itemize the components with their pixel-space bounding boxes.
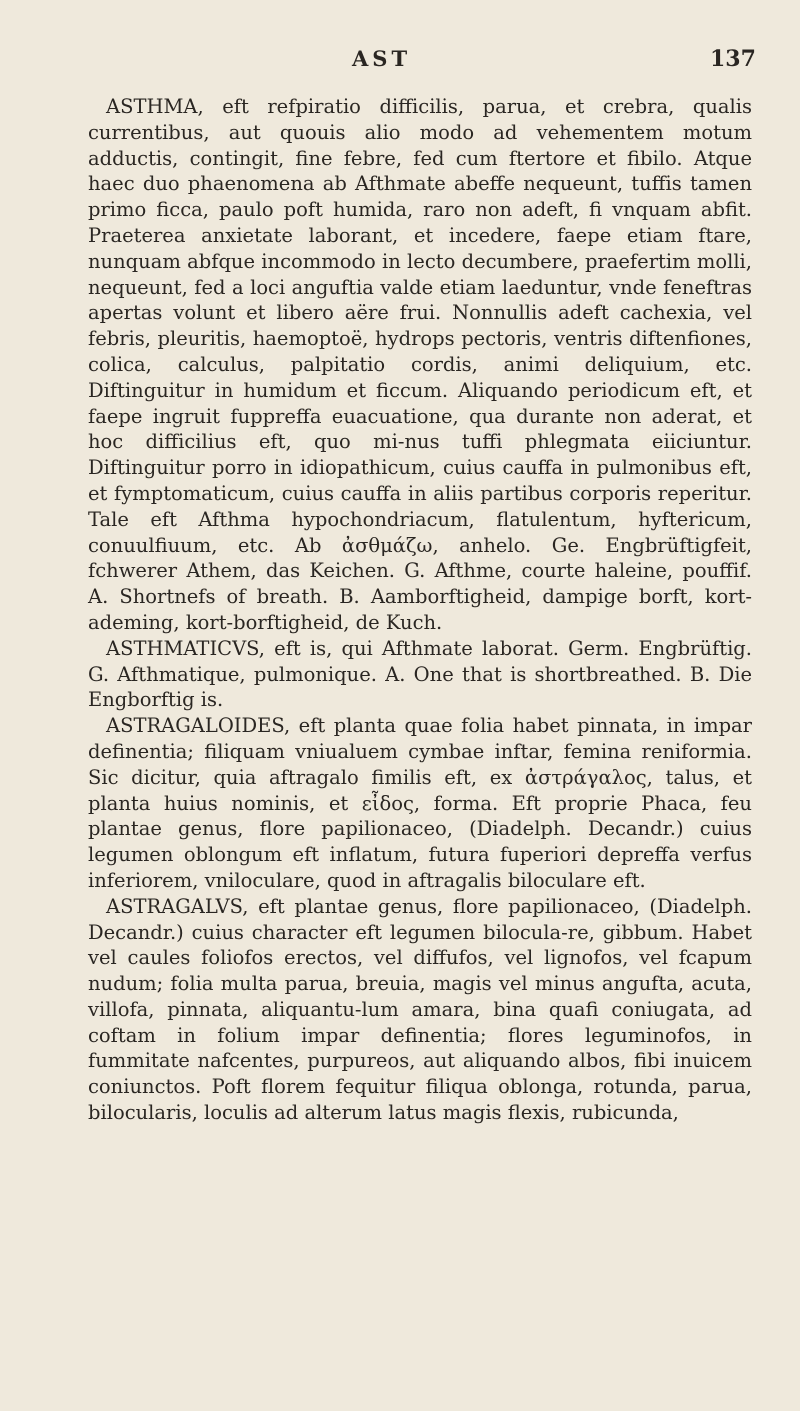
dictionary-entries [88,94,752,1126]
entry-astragalus: ASTRAGALVS, eft plantae genus, flore papilionaceo, (Diadelph. Decandr.) cuius character eft legumen bilocula-re, gibbum. Habet vel caules foliofos erectos, vel diffufos, vel lignofos, vel fcapum nudum; folia multa parua, breuia, magis vel minus angufta, acuta, villofa, pinnata, aliquantu-lum amara, bina quafi coniugata, ad coftam in folium impar definentia; flores leguminofos, in fummitate nafcentes, purpureos, aut aliquando albos, fibi inuicem coniunctos. Poft florem fequitur filiqua oblonga, rotunda, parua, bilocularis, loculis ad alterum latus magis flexis, rubicunda, [88,894,752,1125]
entry-asthma: ASTHMA, eft refpiratio difficilis, parua, et crebra, qualis currentibus, aut quouis alio modo ad vehementem motum adductis, contingit, fine febre, fed cum ftertore et fibilo. Atque haec duo phaenomena ab Afthmate abeffe nequeunt, tuffis tamen primo ficca, paulo poft humida, raro non adeft, fi vnquam abfit. Praeterea anxietate laborant, et incedere, faepe etiam ftare, nunquam abfque incommodo in lecto decumbere, praefertim molli, nequeunt, fed a loci anguftia valde etiam laeduntur, vnde feneftras apertas volunt et libero aëre frui. Nonnullis adeft cachexia, vel febris, pleuritis, haemoptoë, hydrops pectoris, ventris diftenfiones, colica, calculus, palpitatio cordis, animi deliquium, etc. Diftinguitur in humidum et ficcum. Aliquando periodicum eft, et faepe ingruit fuppreffa euacuatione, qua durante non aderat, et hoc difficilius eft, quo mi-nus tuffi phlegmata eiiciuntur. Diftinguitur porro in idiopathicum, cuius cauffa in pulmonibus eft, et fymptomaticum, cuius cauffa in aliis partibus corporis reperitur. Tale eft Afthma hypochondriacum, flatulentum, hyftericum, conuulfiuum, etc. Ab ἀσθμάζω, anhelo. Ge. Engbrüftigfeit, fchwerer Athem, das Keichen. G. Afthme, courte haleine, pouffif. A. Shortnefs of breath. B. Aamborftigheid, dampige borft, kort-ademing, kort-borftigheid, de Kuch. [88,95,752,634]
entry-asthmaticus: ASTHMATICVS, eft is, qui Afthmate laborat. Germ. Engbrüftig. G. Afthmatique, pulmonique. A. One that is shortbreathed. B. Die Engborftig is. [88,636,752,712]
running-head: AST [352,46,412,71]
page-header [0,46,800,86]
page-number: 137 [710,46,756,72]
entry-astragaloides: ASTRAGALOIDES, eft planta quae folia habet pinnata, in impar definentia; filiquam vniualuem cymbae inftar, femina reniformia. Sic dicitur, quia aftragalo fimilis eft, ex ἀστράγαλος, talus, et planta huius nominis, et εἶδος, forma. Eft proprie Phaca, feu plantae genus, flore papilionaceo, (Diadelph. Decandr.) cuius legumen oblongum eft inflatum, futura fuperiori depreffa verfus inferiorem, vniloculare, quod in aftragalis biloculare eft. [88,714,752,892]
